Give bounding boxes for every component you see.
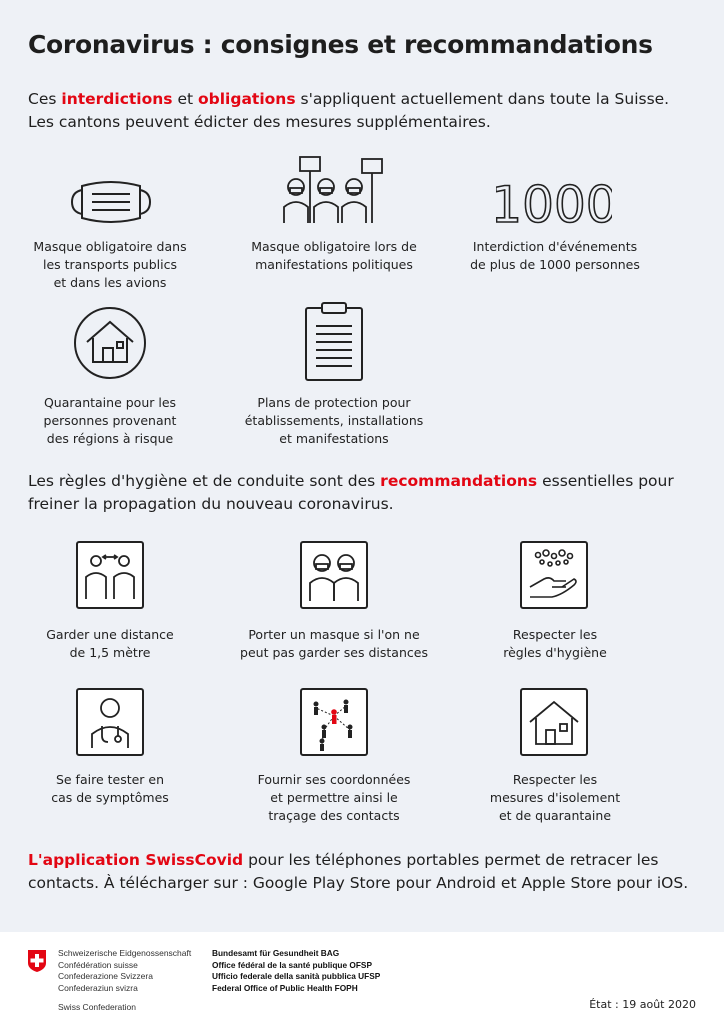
clipboard-icon bbox=[304, 302, 364, 386]
reco-3-caption: Respecter les règles d'hygiène bbox=[503, 627, 607, 660]
event-limit-1000-icon bbox=[496, 178, 612, 234]
reco-4-caption: Se faire tester en cas de symptômes bbox=[51, 772, 169, 805]
reco-3 bbox=[445, 626, 665, 662]
reco-5-caption: Fournir ses coordonnées et permettre ainsi le traçage des contacts bbox=[257, 772, 411, 823]
protest-masks-icon bbox=[282, 155, 386, 231]
swiss-cross-logo bbox=[27, 949, 47, 973]
face-mask-icon bbox=[70, 176, 152, 232]
hygiene-highlight: recommandations bbox=[380, 472, 538, 490]
page-title: Coronavirus : consignes et recommandations bbox=[28, 30, 653, 59]
contact-tracing-icon bbox=[300, 688, 368, 756]
reco-5 bbox=[224, 771, 444, 825]
reco-6 bbox=[445, 771, 665, 825]
hygiene-text: Les règles d'hygiène et de conduite sont des recommandations essentielles pour freiner la propagation du nouveau coronavirus. bbox=[28, 472, 674, 513]
measure-4-caption: Quarantaine pour les personnes provenant des régions à risque bbox=[43, 395, 177, 446]
status-date: État : 19 août 2020 bbox=[589, 998, 696, 1011]
measure-4 bbox=[0, 394, 220, 448]
distance-icon bbox=[76, 541, 144, 609]
measure-2-caption: Masque obligatoire lors de manifestations politiques bbox=[251, 239, 417, 272]
handwash-icon bbox=[520, 541, 588, 609]
measure-5 bbox=[224, 394, 444, 448]
reco-6-caption: Respecter les mesures d'isolement et de quarantaine bbox=[489, 772, 621, 823]
measure-5-caption: Plans de protection pour établissements, installations et manifestations bbox=[244, 395, 424, 446]
svg-text:1000: 1000 bbox=[496, 178, 612, 230]
reco-2 bbox=[224, 626, 444, 662]
footer bbox=[0, 932, 724, 1024]
reco-4 bbox=[0, 771, 220, 807]
measure-1-caption: Masque obligatoire dans les transports publics et dans les avions bbox=[33, 239, 187, 290]
mask-people-icon bbox=[300, 541, 368, 609]
intro-highlight-obligations: obligations bbox=[198, 90, 296, 108]
doctor-icon bbox=[76, 688, 144, 756]
swiss-confederation-label: Swiss Confederation bbox=[58, 1002, 136, 1012]
intro-part2: et bbox=[172, 90, 198, 108]
intro-part3: s'appliquent actuellement dans toute la Suisse. bbox=[295, 90, 670, 108]
office-names: Bundesamt für Gesundheit BAG Office fédéral de la santé publique OFSP Ufficio federale della sanità pubblica UFSP Federal Office of Public Health FOPH bbox=[212, 948, 381, 993]
reco-1-caption: Garder une distance de 1,5 mètre bbox=[46, 627, 174, 660]
intro-line2: Les cantons peuvent édicter des mesures supplémentaires. bbox=[28, 113, 491, 131]
swisscovid-app-text: L'application SwissCovid pour les téléphones portables permet de retracer les contacts. À télécharger sur : Google Play Store pour Android et Apple Store pour iOS. bbox=[28, 851, 689, 892]
house-quarantine-icon bbox=[73, 306, 147, 384]
measure-3 bbox=[445, 238, 665, 274]
measure-3-caption: Interdiction d'événements de plus de 1000 personnes bbox=[470, 239, 640, 272]
measure-2 bbox=[224, 238, 444, 274]
intro-text bbox=[28, 88, 708, 134]
isolation-house-icon bbox=[520, 688, 588, 756]
measure-1 bbox=[0, 238, 220, 292]
swisscovid-app-name: L'application SwissCovid bbox=[28, 851, 244, 869]
reco-1 bbox=[0, 626, 220, 662]
intro-highlight-interdictions: interdictions bbox=[61, 90, 173, 108]
reco-2-caption: Porter un masque si l'on ne peut pas garder ses distances bbox=[240, 627, 428, 660]
intro-part1: Ces bbox=[28, 90, 62, 108]
confederation-names: Schweizerische Eidgenossenschaft Confédération suisse Confederazione Svizzera Confederaziun svizra bbox=[58, 948, 192, 993]
